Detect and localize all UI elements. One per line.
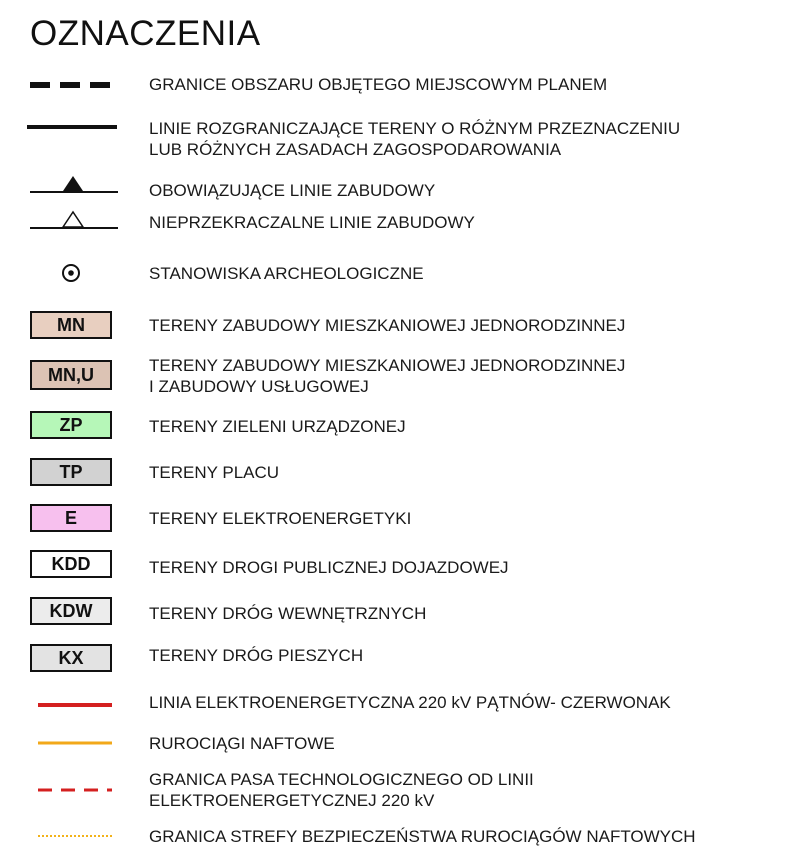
legend-label-technology-strip: GRANICA PASA TECHNOLOGICZNEGO OD LINII ELEKTROENERGETYCZNEJ 220 kV	[149, 770, 534, 810]
legend-label-zp: TERENY ZIELENI URZĄDZONEJ	[149, 417, 406, 436]
legend-label-mandatory-building-lines: OBOWIĄZUJĄCE LINIE ZABUDOWY	[149, 181, 436, 200]
legend-label-kx: TERENY DRÓG PIESZYCH	[149, 646, 364, 665]
pipeline-safety-zone-icon	[38, 834, 112, 838]
filled-triangle-line-icon	[30, 175, 118, 195]
legend-label-archaeological-sites: STANOWISKA ARCHEOLOGICZNE	[149, 264, 424, 283]
legend-label-mnu: TERENY ZABUDOWY MIESZKANIOWEJ JEDNORODZINNEJ I ZABUDOWY USŁUGOWEJ	[149, 356, 626, 396]
legend-label-mn: TERENY ZABUDOWY MIESZKANIOWEJ JEDNORODZINNEJ	[149, 316, 626, 335]
code-box-tp: TP	[30, 458, 112, 486]
technology-strip-boundary-icon	[38, 787, 112, 793]
legend-label-kdd: TERENY DROGI PUBLICZNEJ DOJAZDOWEJ	[149, 558, 509, 577]
legend-label-plan-boundary: GRANICE OBSZARU OBJĘTEGO MIEJSCOWYM PLANEM	[149, 75, 608, 94]
dashed-boundary-line-icon	[30, 80, 120, 90]
code-box-zp: ZP	[30, 411, 112, 439]
open-triangle-line-icon	[30, 208, 118, 230]
legend-label-pipeline-safety-zone: GRANICA STREFY BEZPIECZEŃSTWA RUROCIĄGÓW NAFTOWYCH	[149, 827, 696, 846]
code-box-mn: MN	[30, 311, 112, 339]
legend-label-e: TERENY ELEKTROENERGETYKI	[149, 509, 412, 528]
legend-label-dividing-lines: LINIE ROZGRANICZAJĄCE TERENY O RÓŻNYM PRZEZNACZENIU LUB RÓŻNYCH ZASADACH ZAGOSPODAROWANIA	[149, 119, 681, 159]
legend-label-oil-pipelines: RUROCIĄGI NAFTOWE	[149, 734, 335, 753]
legend-title: OZNACZENIA	[30, 14, 261, 53]
solid-boundary-line-icon	[27, 124, 117, 130]
legend-label-nonexceedable-building-lines: NIEPRZEKRACZALNE LINIE ZABUDOWY	[149, 213, 475, 232]
legend-label-tp: TERENY PLACU	[149, 463, 280, 482]
circle-dot-icon	[61, 263, 81, 283]
legend-label-kdw: TERENY DRÓG WEWNĘTRZNYCH	[149, 604, 427, 623]
code-box-mnu: MN,U	[30, 360, 112, 390]
code-box-kx: KX	[30, 644, 112, 672]
code-box-e: E	[30, 504, 112, 532]
code-box-kdd: KDD	[30, 550, 112, 578]
code-box-kdw: KDW	[30, 597, 112, 625]
legend-label-power-line: LINIA ELEKTROENERGETYCZNA 220 kV PĄTNÓW- CZERWONAK	[149, 693, 671, 712]
oil-pipeline-icon	[38, 740, 112, 746]
power-line-icon	[38, 701, 112, 709]
